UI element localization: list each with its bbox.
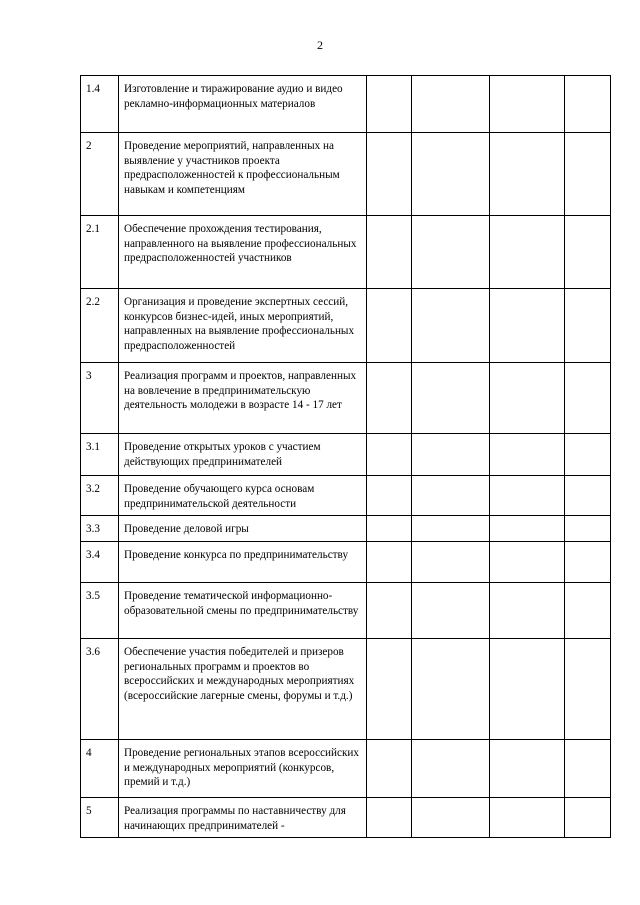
table-row <box>81 798 611 838</box>
empty-cell <box>490 516 565 542</box>
empty-cell <box>490 363 565 434</box>
item-description: Обеспечение прохождения тестирования, направленного на выявление профессиональных предрасположенностей участников <box>119 216 367 289</box>
table-row <box>81 583 611 639</box>
item-description: Изготовление и тиражирование аудио и видео рекламно-информационных материалов <box>119 76 367 133</box>
item-number: 2 <box>81 133 119 216</box>
empty-cell <box>490 740 565 798</box>
item-number: 2.1 <box>81 216 119 289</box>
empty-cell <box>490 76 565 133</box>
empty-cell <box>412 289 490 363</box>
item-description: Проведение обучающего курса основам предпринимательской деятельности <box>119 476 367 516</box>
empty-cell <box>412 476 490 516</box>
item-description: Реализация программы по наставничеству для начинающих предпринимателей - <box>119 798 367 838</box>
empty-cell <box>412 363 490 434</box>
item-number: 3.4 <box>81 542 119 583</box>
table-row <box>81 639 611 740</box>
empty-cell <box>565 76 611 133</box>
item-description: Проведение открытых уроков с участием действующих предпринимателей <box>119 434 367 476</box>
empty-cell <box>490 289 565 363</box>
empty-cell <box>412 76 490 133</box>
empty-cell <box>412 583 490 639</box>
table-row <box>81 516 611 542</box>
activities-table <box>80 75 611 838</box>
empty-cell <box>490 133 565 216</box>
item-description: Проведение мероприятий, направленных на выявление у участников проекта предрасположенностей к профессиональным навыкам и компетенциям <box>119 133 367 216</box>
table-row <box>81 289 611 363</box>
empty-cell <box>367 516 412 542</box>
table-row <box>81 542 611 583</box>
empty-cell <box>412 434 490 476</box>
empty-cell <box>412 542 490 583</box>
table-row <box>81 76 611 133</box>
item-description: Проведение региональных этапов всероссийских и международных мероприятий (конкурсов, премий и т.д.) <box>119 740 367 798</box>
page-number: 2 <box>317 38 323 52</box>
empty-cell <box>412 798 490 838</box>
empty-cell <box>565 476 611 516</box>
empty-cell <box>367 798 412 838</box>
item-number: 4 <box>81 740 119 798</box>
empty-cell <box>565 133 611 216</box>
empty-cell <box>565 516 611 542</box>
item-number: 3.2 <box>81 476 119 516</box>
empty-cell <box>565 216 611 289</box>
empty-cell <box>412 516 490 542</box>
item-description: Проведение конкурса по предпринимательству <box>119 542 367 583</box>
item-number: 3.5 <box>81 583 119 639</box>
item-description: Организация и проведение экспертных сессий, конкурсов бизнес-идей, иных мероприятий, направленных на выявление профессиональных предрасположенностей <box>119 289 367 363</box>
empty-cell <box>412 133 490 216</box>
item-description: Реализация программ и проектов, направленных на вовлечение в предпринимательскую деятельность молодежи в возрасте 14 - 17 лет <box>119 363 367 434</box>
table-row <box>81 216 611 289</box>
table-row <box>81 133 611 216</box>
empty-cell <box>412 639 490 740</box>
item-number: 5 <box>81 798 119 838</box>
empty-cell <box>565 740 611 798</box>
empty-cell <box>565 289 611 363</box>
item-number: 3.6 <box>81 639 119 740</box>
empty-cell <box>490 798 565 838</box>
empty-cell <box>490 434 565 476</box>
empty-cell <box>367 363 412 434</box>
empty-cell <box>367 216 412 289</box>
table-row <box>81 476 611 516</box>
empty-cell <box>367 740 412 798</box>
empty-cell <box>367 542 412 583</box>
empty-cell <box>565 583 611 639</box>
table-row <box>81 434 611 476</box>
empty-cell <box>412 216 490 289</box>
empty-cell <box>490 216 565 289</box>
empty-cell <box>490 583 565 639</box>
empty-cell <box>367 639 412 740</box>
item-description: Проведение тематической информационно-образовательной смены по предпринимательству <box>119 583 367 639</box>
empty-cell <box>367 76 412 133</box>
empty-cell <box>565 639 611 740</box>
empty-cell <box>367 476 412 516</box>
table-row <box>81 363 611 434</box>
empty-cell <box>565 434 611 476</box>
empty-cell <box>367 133 412 216</box>
empty-cell <box>490 542 565 583</box>
item-number: 3 <box>81 363 119 434</box>
empty-cell <box>490 476 565 516</box>
table-row <box>81 740 611 798</box>
empty-cell <box>565 363 611 434</box>
empty-cell <box>367 289 412 363</box>
empty-cell <box>412 740 490 798</box>
empty-cell <box>490 639 565 740</box>
empty-cell <box>565 542 611 583</box>
item-number: 3.3 <box>81 516 119 542</box>
item-number: 2.2 <box>81 289 119 363</box>
item-description: Проведение деловой игры <box>119 516 367 542</box>
item-number: 3.1 <box>81 434 119 476</box>
empty-cell <box>367 434 412 476</box>
item-number: 1.4 <box>81 76 119 133</box>
empty-cell <box>367 583 412 639</box>
empty-cell <box>565 798 611 838</box>
item-description: Обеспечение участия победителей и призеров региональных программ и проектов во всероссийских и международных мероприятиях (всероссийские лагерные смены, форумы и т.д.) <box>119 639 367 740</box>
